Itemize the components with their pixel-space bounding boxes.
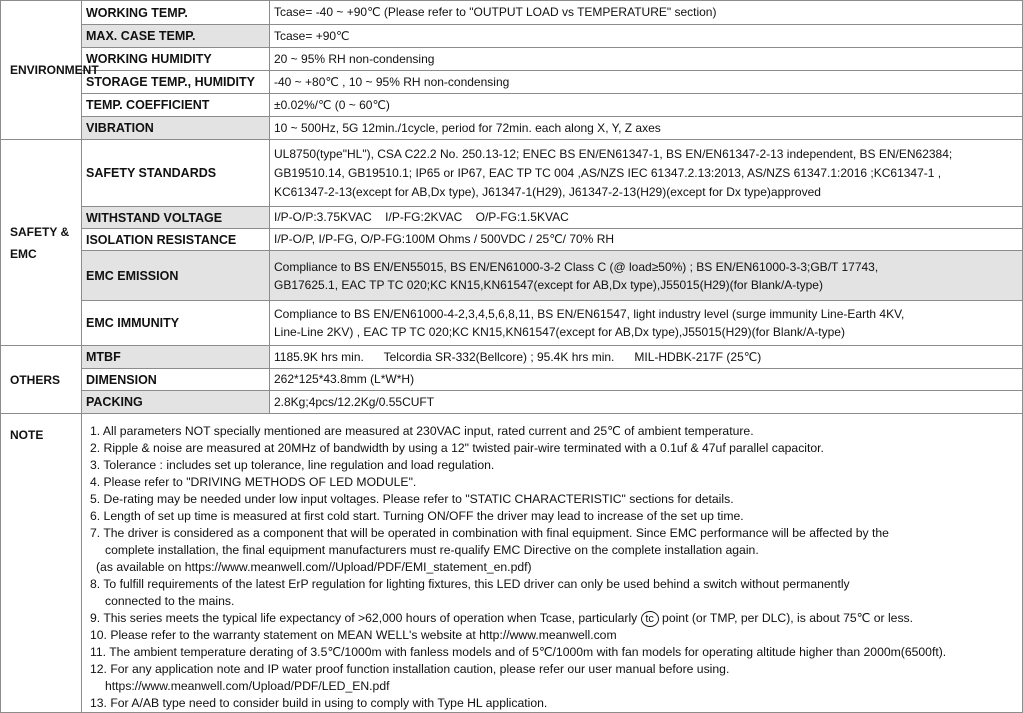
note-item: 7. The driver is considered as a component that will be operated in combination with final equipment. Since EMC performance will be affected by the xyxy=(90,526,889,540)
spec-value-line: GB17625.1, EAC TP TC 020;KC KN15,KN61547(except for AB,Dx type),J55015(H29)(for Blank/A-type) xyxy=(274,277,823,292)
note-item: 10. Please refer to the warranty statement on MEAN WELL's website at http://www.meanwell.com xyxy=(90,628,617,642)
spec-row xyxy=(1,48,1023,71)
spec-value-line: UL8750(type"HL"), CSA C22.2 No. 250.13-12; ENEC BS EN/EN61347-1, BS EN/EN61347-2-13 independent, BS EN/EN62384; xyxy=(274,146,953,161)
spec-row xyxy=(1,117,1023,140)
group-others: OTHERS xyxy=(1,346,82,414)
spec-value-multiline xyxy=(270,301,1023,346)
group-safety-line-1: SAFETY & xyxy=(10,224,70,239)
spec-label: WITHSTAND VOLTAGE xyxy=(82,207,270,229)
spec-row xyxy=(1,346,1023,369)
spec-value: 1185.9K hrs min. Telcordia SR-332(Bellcore) ; 95.4K hrs min. MIL-HDBK-217F (25℃) xyxy=(270,346,1023,369)
spec-label: PACKING xyxy=(82,391,270,414)
group-note: NOTE xyxy=(1,414,82,713)
spec-label: MAX. CASE TEMP. xyxy=(82,25,270,48)
note-text: 9. This series meets the typical life expectancy of >62,000 hours of operation when Tcase, particularly xyxy=(90,611,641,625)
spec-row xyxy=(1,391,1023,414)
note-item: 1. All parameters NOT specially mentioned are measured at 230VAC input, rated current and 25℃ of ambient temperature. xyxy=(90,424,754,438)
spec-value: 262*125*43.8mm (L*W*H) xyxy=(270,369,1023,391)
spec-label: SAFETY STANDARDS xyxy=(82,140,270,207)
spec-row xyxy=(1,94,1023,117)
note-item: 5. De-rating may be needed under low input voltages. Please refer to "STATIC CHARACTERISTIC" sections for details. xyxy=(90,492,734,506)
spec-value: I/P-O/P:3.75KVAC I/P-FG:2KVAC O/P-FG:1.5KVAC xyxy=(270,207,1023,229)
spec-value: 2.8Kg;4pcs/12.2Kg/0.55CUFT xyxy=(270,391,1023,414)
notes-row xyxy=(1,414,1023,713)
spec-row xyxy=(1,301,1023,346)
spec-label: VIBRATION xyxy=(82,117,270,140)
spec-value: -40 ~ +80℃ , 10 ~ 95% RH non-condensing xyxy=(270,71,1023,94)
spec-label: STORAGE TEMP., HUMIDITY xyxy=(82,71,270,94)
spec-value-multiline xyxy=(270,140,1023,207)
spec-value-multiline xyxy=(270,251,1023,301)
spec-row xyxy=(1,229,1023,251)
spec-row xyxy=(1,251,1023,301)
spec-value-line: Compliance to BS EN/EN61000-4-2,3,4,5,6,8,11, BS EN/EN61547, light industry level (surge immunity Line-Earth 4KV, xyxy=(274,307,905,321)
note-item: 2. Ripple & noise are measured at 20MHz of bandwidth by using a 12" twisted pair-wire terminated with a 0.1uf & 47uf parallel capacitor. xyxy=(90,441,824,455)
spec-label: WORKING TEMP. xyxy=(82,1,270,25)
notes-cell xyxy=(82,414,1023,713)
spec-value-line: KC61347-2-13(except for AB,Dx type), J61347-1(H29), J61347-2-13(H29)(except for Dx type)approved xyxy=(274,184,821,199)
note-item: 11. The ambient temperature derating of 3.5℃/1000m with fanless models and of 5℃/1000m with fan models for operating altitude higher than 2000m(6500ft). xyxy=(90,645,947,659)
spec-value-line: GB19510.14, GB19510.1; IP65 or IP67, EAC TP TC 004 ,AS/NZS IEC 61347.2.13:2013, AS/NZS 61347.1:2016 ;KC61347-1 , xyxy=(274,165,942,180)
note-item-continued: https://www.meanwell.com/Upload/PDF/LED_EN.pdf xyxy=(105,679,390,693)
spec-row xyxy=(1,140,1023,207)
spec-label: ISOLATION RESISTANCE xyxy=(82,229,270,251)
spec-label: DIMENSION xyxy=(82,369,270,391)
spec-value-line: Compliance to BS EN/EN55015, BS EN/EN61000-3-2 Class C (@ load≥50%) ; BS EN/EN61000-3-3;GB/T 17743, xyxy=(274,259,879,274)
note-item-continued: complete installation, the final equipment manufacturers must re-qualify EMC Directive on the complete installation again. xyxy=(105,543,759,557)
spec-row xyxy=(1,207,1023,229)
group-environment: ENVIRONMENT xyxy=(1,1,82,140)
note-item xyxy=(90,610,1022,627)
spec-row xyxy=(1,1,1023,25)
spec-row xyxy=(1,71,1023,94)
spec-value-line: Line-Line 2KV) , EAC TP TC 020;KC KN15,KN61547(except for AB,Dx type),J55015(H29)(for Blank/A-type) xyxy=(274,325,845,339)
group-safety-emc xyxy=(1,140,82,346)
note-item: 8. To fulfill requirements of the latest ErP regulation for lighting fixtures, this LED driver can only be used behind a switch without permanently xyxy=(90,577,850,591)
note-item: 13. For A/AB type need to consider build in using to comply with Type HL application. xyxy=(90,696,548,710)
spec-value: 10 ~ 500Hz, 5G 12min./1cycle, period for 72min. each along X, Y, Z axes xyxy=(270,117,1023,140)
note-item: 3. Tolerance : includes set up tolerance, line regulation and load regulation. xyxy=(90,458,495,472)
spec-value: 20 ~ 95% RH non-condensing xyxy=(270,48,1023,71)
spec-value: ±0.02%/℃ (0 ~ 60℃) xyxy=(270,94,1023,117)
spec-label: WORKING HUMIDITY xyxy=(82,48,270,71)
note-item: 4. Please refer to "DRIVING METHODS OF LED MODULE". xyxy=(90,475,417,489)
note-item-continued: connected to the mains. xyxy=(105,594,235,608)
spec-value: Tcase= -40 ~ +90℃ (Please refer to "OUTPUT LOAD vs TEMPERATURE" section) xyxy=(270,1,1023,25)
group-safety-line-2: EMC xyxy=(10,246,37,261)
spec-label: TEMP. COEFFICIENT xyxy=(82,94,270,117)
spec-row xyxy=(1,369,1023,391)
tc-point-marker: tc xyxy=(641,611,659,627)
spec-row xyxy=(1,25,1023,48)
spec-value: I/P-O/P, I/P-FG, O/P-FG:100M Ohms / 500VDC / 25℃/ 70% RH xyxy=(270,229,1023,251)
spec-label: EMC IMMUNITY xyxy=(82,301,270,346)
note-text: point (or TMP, per DLC), is about 75℃ or less. xyxy=(658,611,914,625)
spec-label: MTBF xyxy=(82,346,270,369)
spec-label: EMC EMISSION xyxy=(82,251,270,301)
note-item-continued: (as available on https://www.meanwell.com//Upload/PDF/EMI_statement_en.pdf) xyxy=(96,560,532,574)
note-item: 6. Length of set up time is measured at first cold start. Turning ON/OFF the driver may lead to increase of the set up time. xyxy=(90,509,744,523)
spec-value: Tcase= +90℃ xyxy=(270,25,1023,48)
note-item: 12. For any application note and IP water proof function installation caution, please refer our user manual before using. xyxy=(90,662,730,676)
